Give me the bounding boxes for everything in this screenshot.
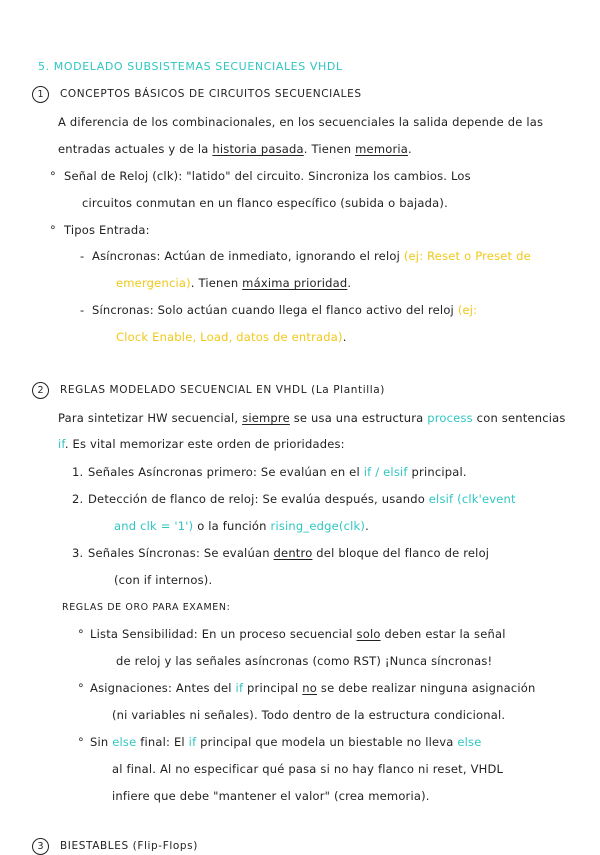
golden-2-line-2: (ni variables ni señales). Todo dentro de la estructura condicional. bbox=[112, 708, 506, 722]
rule-1-line bbox=[88, 464, 467, 480]
golden-3-line-1 bbox=[90, 734, 482, 750]
if-keyword: if bbox=[58, 437, 65, 451]
rising-edge: rising_edge(clk) bbox=[270, 519, 366, 533]
solo: solo bbox=[356, 627, 381, 641]
golden-1-line-1 bbox=[90, 626, 506, 642]
historia-pasada: historia pasada bbox=[212, 142, 304, 156]
intro-line-2 bbox=[58, 141, 412, 157]
async-line-1 bbox=[92, 248, 531, 264]
golden-1-line-2: de reloj y las señales asíncronas (como RST) ¡Nunca síncronas! bbox=[116, 654, 493, 668]
golden-rules-heading: REGLAS DE ORO PARA EXAMEN: bbox=[62, 602, 231, 613]
intro-text-1: entradas actuales y de la bbox=[58, 142, 213, 156]
clk-bullet-icon: ° bbox=[50, 169, 56, 183]
golden-3-text: Sin bbox=[90, 735, 113, 749]
async-example-a: (ej: Reset o Preset de bbox=[403, 249, 531, 263]
rule-2-end: . bbox=[365, 519, 369, 533]
rule-2-text: Detección de flanco de reloj: Se evalúa después, usando bbox=[88, 492, 429, 506]
page-title: 5. MODELADO SUBSISTEMAS SECUENCIALES VHDL bbox=[38, 60, 343, 73]
plantilla-text-2: se usa una estructura bbox=[289, 411, 428, 425]
rule-3-text: Señales Síncronas: Se evalúan bbox=[88, 546, 274, 560]
plantilla-text-4: . Es vital memorizar este orden de prioridades: bbox=[64, 437, 345, 451]
section-3-number: 3 bbox=[32, 838, 49, 855]
elsif-clk-event: elsif (clk'event bbox=[428, 492, 516, 506]
intro-text-3: . bbox=[408, 142, 412, 156]
siempre: siempre bbox=[242, 411, 290, 425]
plantilla-line-1 bbox=[58, 410, 566, 426]
section-2-heading: REGLAS MODELADO SECUENCIAL EN VHDL (La Plantilla) bbox=[60, 384, 385, 396]
dentro: dentro bbox=[273, 546, 313, 560]
sync-example-a: (ej: bbox=[457, 303, 478, 317]
golden-2-line-1 bbox=[90, 680, 536, 696]
sync-end: . bbox=[342, 330, 347, 344]
section-1-number: 1 bbox=[32, 86, 49, 103]
maxima-prioridad: máxima prioridad bbox=[242, 276, 348, 290]
async-text: Asíncronas: Actúan de inmediato, ignorando el reloj bbox=[92, 249, 404, 263]
plantilla-text-1: Para sintetizar HW secuencial, bbox=[58, 411, 243, 425]
golden-3-text-3: principal que modela un biestable no lleva bbox=[196, 735, 458, 749]
g2-bullet-icon: ° bbox=[78, 681, 84, 695]
rule-3-line-2: (con if internos). bbox=[114, 573, 213, 587]
clk-condition: and clk = '1') bbox=[114, 519, 194, 533]
sync-text: Síncronas: Solo actúan cuando llega el flanco activo del reloj bbox=[92, 303, 458, 317]
intro-line-1: A diferencia de los combinacionales, en los secuenciales la salida depende de las bbox=[58, 115, 544, 129]
sync-line-1 bbox=[92, 302, 477, 318]
rule-3-text-2: del bloque del flanco de reloj bbox=[312, 546, 490, 560]
golden-2-text-3: se debe realizar ninguna asignación bbox=[317, 681, 536, 695]
if-keyword-3: if bbox=[188, 735, 197, 749]
golden-2-text-2: principal bbox=[243, 681, 303, 695]
rule-2-line-1 bbox=[88, 491, 516, 507]
rule-2-line-2 bbox=[114, 518, 369, 534]
tipos-bullet-icon: ° bbox=[50, 223, 56, 237]
memoria: memoria bbox=[355, 142, 409, 156]
rule-1-text: Señales Asíncronas primero: Se evalúan en el bbox=[88, 465, 364, 479]
async-text-3: . bbox=[347, 276, 352, 290]
golden-3-line-3: infiere que debe "mantener el valor" (crea memoria). bbox=[112, 789, 430, 803]
golden-2-text: Asignaciones: Antes del bbox=[90, 681, 236, 695]
rule-3-number: 3. bbox=[72, 546, 84, 560]
if-keyword-2: if bbox=[235, 681, 244, 695]
g3-bullet-icon: ° bbox=[78, 735, 84, 749]
sync-line-2 bbox=[116, 329, 347, 345]
rule-1-end: principal. bbox=[407, 465, 467, 479]
async-dash-icon: - bbox=[80, 249, 85, 263]
golden-3-line-2: al final. Al no especificar qué pasa si no hay flanco ni reset, VHDL bbox=[112, 762, 504, 776]
section-2-number: 2 bbox=[32, 382, 49, 399]
golden-1-text: Lista Sensibilidad: En un proceso secuencial bbox=[90, 627, 357, 641]
golden-1-text-2: deben estar la señal bbox=[380, 627, 506, 641]
plantilla-line-2 bbox=[58, 436, 345, 452]
sync-dash-icon: - bbox=[80, 303, 85, 317]
rule-2-number: 2. bbox=[72, 492, 84, 506]
plantilla-text-3: con sentencias bbox=[472, 411, 566, 425]
async-example-b: emergencia) bbox=[116, 276, 191, 290]
rule-2-text-2: o la función bbox=[193, 519, 271, 533]
g1-bullet-icon: ° bbox=[78, 627, 84, 641]
clk-line-2: circuitos conmutan en un flanco específico (subida o bajada). bbox=[82, 196, 448, 210]
clk-line-1: Señal de Reloj (clk): "latido" del circuito. Sincroniza los cambios. Los bbox=[64, 169, 471, 183]
else-keyword: else bbox=[112, 735, 137, 749]
async-text-2: . Tienen bbox=[190, 276, 243, 290]
tipos-label: Tipos Entrada: bbox=[64, 223, 150, 237]
else-keyword-2: else bbox=[457, 735, 482, 749]
intro-text-2: . Tienen bbox=[303, 142, 356, 156]
no: no bbox=[302, 681, 318, 695]
if-elsif-keyword: if / elsif bbox=[363, 465, 408, 479]
process-keyword: process bbox=[427, 411, 473, 425]
sync-example-b: Clock Enable, Load, datos de entrada) bbox=[116, 330, 343, 344]
async-line-2 bbox=[116, 275, 351, 291]
section-1-heading: CONCEPTOS BÁSICOS DE CIRCUITOS SECUENCIALES bbox=[60, 88, 362, 100]
section-3-heading: BIESTABLES (Flip-Flops) bbox=[60, 840, 198, 852]
golden-3-text-2: final: El bbox=[136, 735, 189, 749]
rule-1-number: 1. bbox=[72, 465, 84, 479]
rule-3-line-1 bbox=[88, 545, 489, 561]
